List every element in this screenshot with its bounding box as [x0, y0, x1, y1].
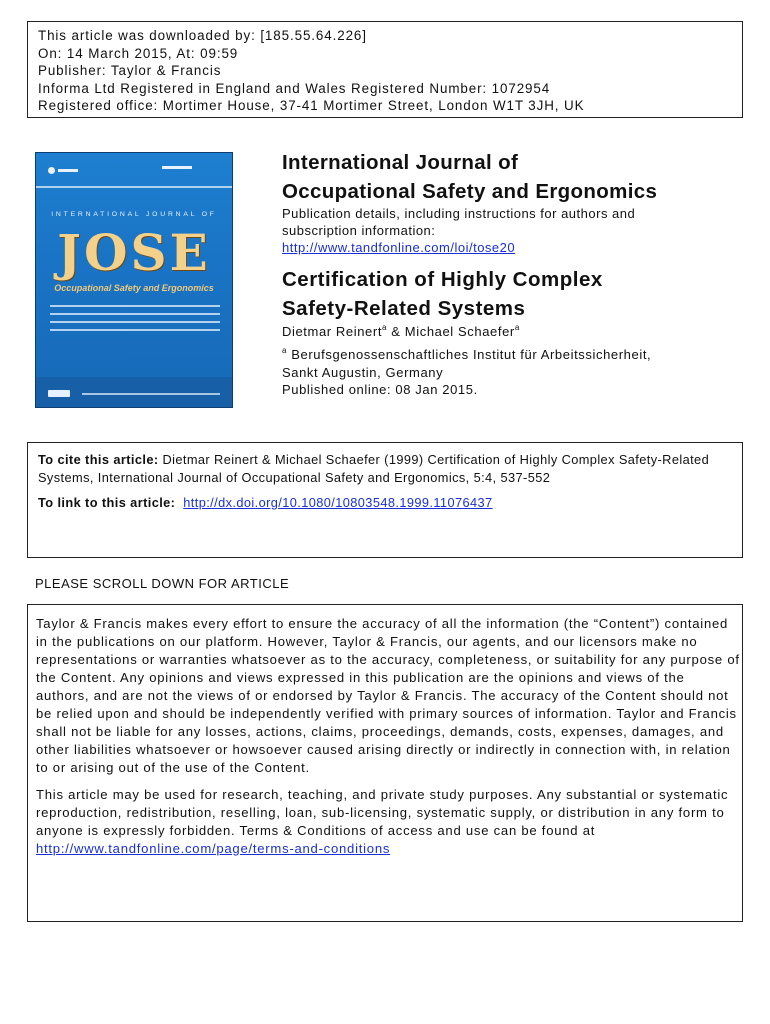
cover-bottom-text	[82, 393, 220, 395]
citation-paragraph	[38, 451, 742, 486]
affiliation-marker: a	[514, 323, 520, 332]
cover-fine-print	[50, 305, 220, 307]
journal-title-line: International Journal of	[282, 151, 519, 174]
link-label: To link to this article:	[38, 495, 176, 510]
link-paragraph	[38, 494, 742, 512]
scroll-notice: PLEASE SCROLL DOWN FOR ARTICLE	[35, 576, 290, 591]
affiliation-location: Sankt Augustin, Germany	[282, 364, 444, 380]
download-line: This article was downloaded by: [185.55.64.226]	[38, 28, 367, 43]
journal-url-link[interactable]: http://www.tandfonline.com/loi/tose20	[282, 240, 516, 255]
terms-link[interactable]: http://www.tandfonline.com/page/terms-and-conditions	[36, 841, 391, 856]
cite-text: Dietmar Reinert & Michael Schaefer (1999) Certification of Highly Complex Safety-Related Systems, International Journal of Occupational Safety and Ergonomics, 5:4, 537-552	[38, 452, 710, 485]
author-name: Michael Schaefer	[404, 324, 515, 339]
disclaimer-paragraph: Taylor & Francis makes every effort to ensure the accuracy of all the information (the “Content”) contained in the publications on our platform. However, Taylor & Francis, our agents, and our licensors make no representations or warranties whatsoever as to the accuracy, completeness, or suitability for any purpose of the Content. Any opinions and views expressed in this publication are the opinions and views of the authors, and are not the views of or endorsed by Taylor & Francis. The accuracy of the Content should not be relied upon and should be independently verified with primary sources of information. Taylor and Francis shall not be liable for any losses, actions, claims, proceedings, demands, costs, expenses, damages, and other liabilities whatsoever or howsoever caused arising directly or indirectly in connection with, in relation to or arising out of the use of the Content.	[36, 616, 740, 775]
cover-fine-print	[50, 329, 220, 331]
cover-fine-print	[50, 321, 220, 323]
usage-paragraph	[36, 786, 742, 858]
download-date-line: On: 14 March 2015, At: 09:59	[38, 45, 239, 61]
cover-bottom-logo	[48, 390, 70, 397]
details-text: Publication details, including instructions for authors and	[282, 206, 636, 221]
affiliation-marker: a	[282, 346, 288, 355]
published-date: Published online: 08 Jan 2015.	[282, 382, 478, 397]
article-title	[282, 266, 752, 323]
cover-rule	[36, 186, 232, 188]
publisher-line: Publisher: Taylor & Francis	[38, 63, 222, 79]
article-title-line: Safety-Related Systems	[282, 296, 526, 320]
author-name: Dietmar Reinert	[282, 324, 383, 339]
journal-cover-image	[35, 152, 233, 408]
doi-link[interactable]: http://dx.doi.org/10.1080/10803548.1999.11076437	[183, 495, 493, 510]
citation-box	[27, 442, 743, 558]
cover-volume-marks	[162, 165, 192, 170]
registered-office-line: Registered office: Mortimer House, 37-41 Mortimer Street, London W1T 3JH, UK	[38, 98, 585, 114]
usage-text: This article may be used for research, teaching, and private study purposes. Any substantial or systematic reproduction, redistribution, reselling, loan, sub-licensing, systematic supply, or distribution in any form to anyone is expressly forbidden. Terms & Conditions of access and use can be found at	[36, 787, 729, 838]
cover-series-title: INTERNATIONAL JOURNAL OF	[51, 211, 217, 218]
cover-acronym: JOSE	[57, 223, 211, 282]
publisher-logo	[48, 167, 78, 174]
registration-line: Informa Ltd Registered in England and Wales Registered Number: 1072954	[38, 80, 551, 96]
download-info-box	[27, 21, 743, 118]
cover-fine-print	[50, 313, 220, 315]
affiliation-marker: a	[382, 323, 388, 332]
cover-subtitle: Occupational Safety and Ergonomics	[54, 283, 214, 293]
journal-title	[282, 149, 752, 206]
authors	[282, 323, 520, 340]
author-separator: &	[387, 324, 405, 339]
publication-details	[282, 205, 732, 256]
cite-label: To cite this article:	[38, 452, 159, 467]
journal-title-line: Occupational Safety and Ergonomics	[282, 179, 658, 203]
disclaimer-box	[27, 604, 743, 922]
affiliation	[282, 346, 742, 399]
article-title-line: Certification of Highly Complex	[282, 268, 603, 291]
details-text: subscription information:	[282, 223, 436, 238]
affiliation-text: Berufsgenossenschaftliches Institut für Arbeitssicherheit,	[291, 347, 652, 362]
